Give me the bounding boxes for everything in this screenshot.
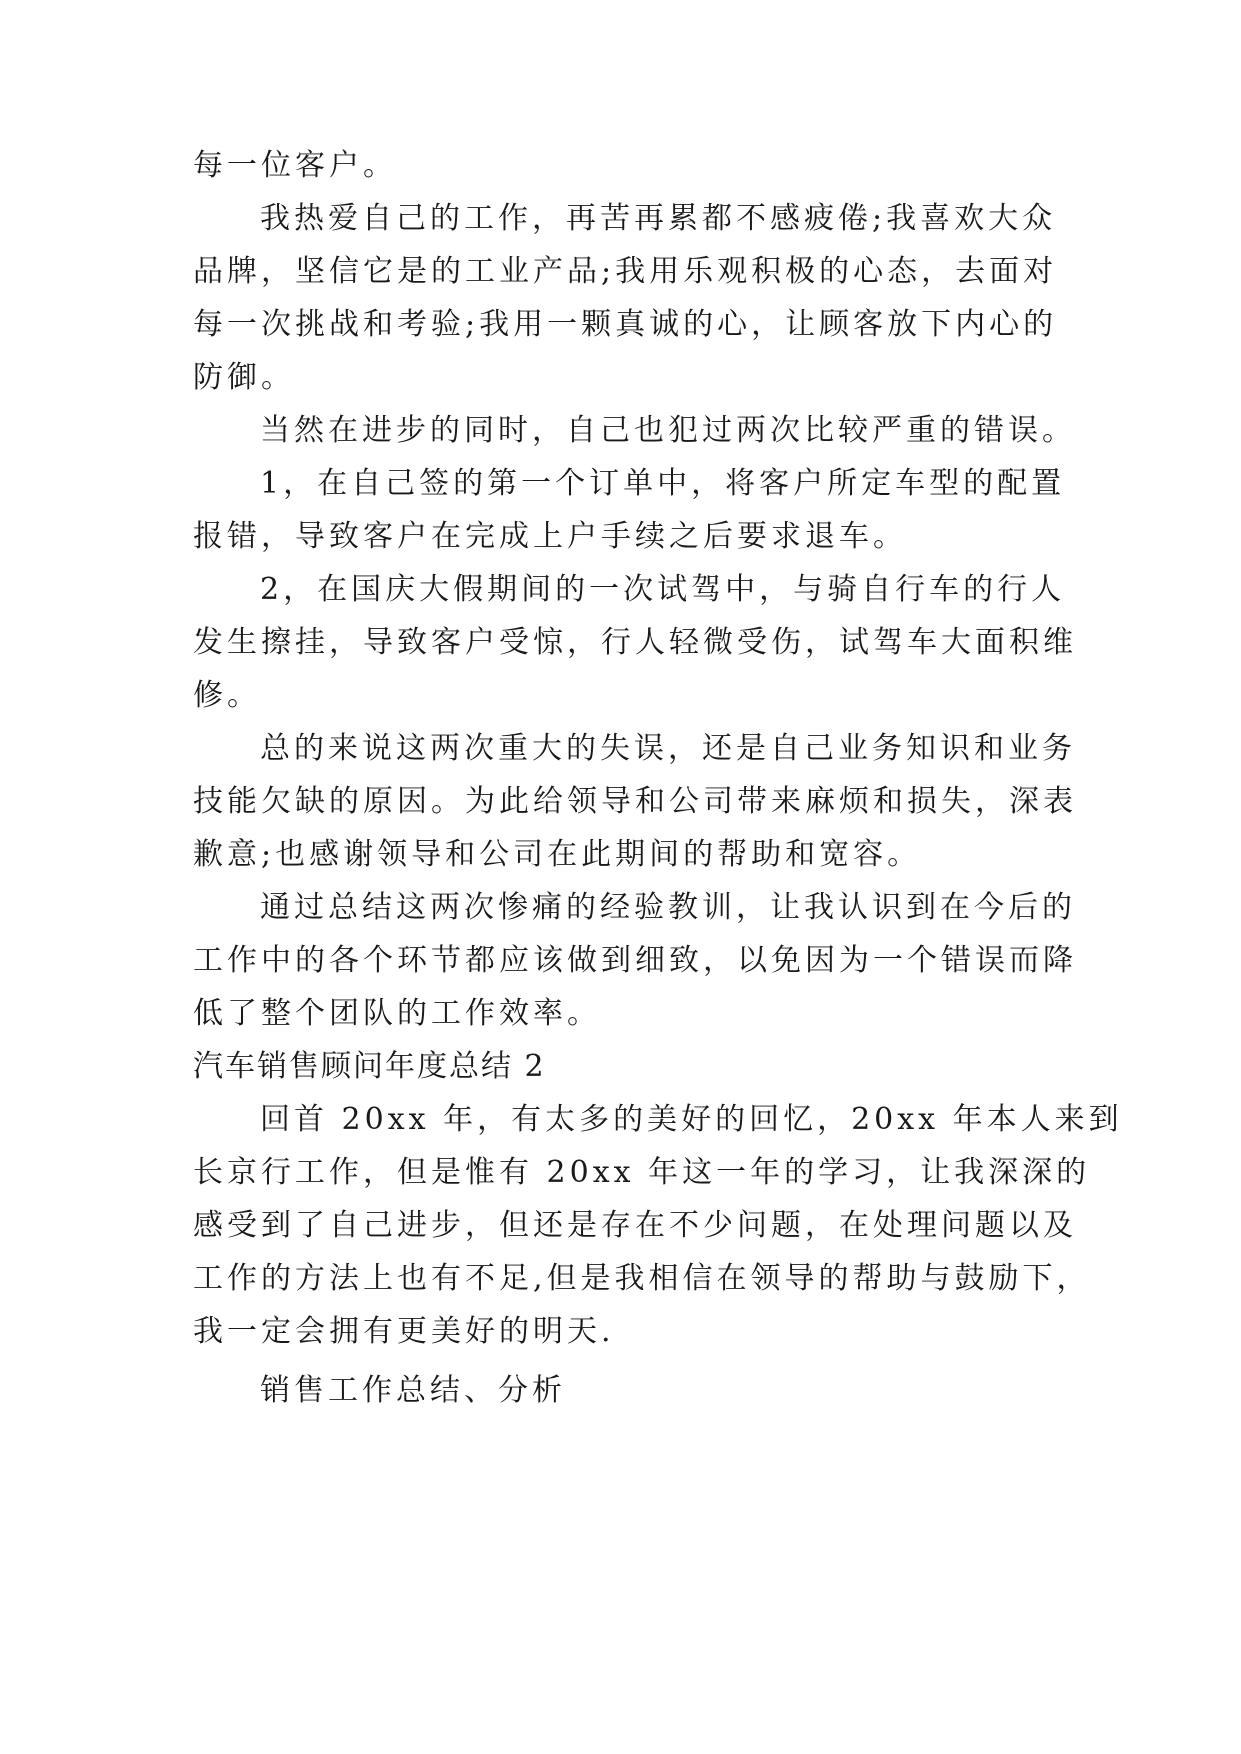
paragraph-start: 回首 20xx 年，有太多的美好的回忆，20xx 年本人来到	[260, 1102, 1123, 1137]
text-line: 防御。	[193, 360, 295, 395]
paragraph-start: 总的来说这两次重大的失误，还是自己业务知识和业务	[260, 731, 1076, 766]
text-line: 每一位客户。	[193, 148, 397, 183]
text-line: 工作的方法上也有不足,但是我相信在领导的帮助与鼓励下，	[193, 1261, 1091, 1296]
text-line: 每一次挑战和考验;我用一颗真诚的心，让顾客放下内心的	[193, 307, 1058, 342]
text-line: 发生擦挂，导致客户受惊，行人轻微受伤，试驾车大面积维	[193, 625, 1077, 660]
text-line: 歉意;也感谢领导和公司在此期间的帮助和宽容。	[193, 837, 922, 872]
list-item-2: 2，在国庆大假期间的一次试驾中，与骑自行车的行人	[260, 572, 1066, 607]
paragraph-start: 我热爱自己的工作，再苦再累都不感疲倦;我喜欢大众	[260, 201, 1057, 236]
list-item-1: 1，在自己签的第一个订单中，将客户所定车型的配置	[260, 466, 1066, 501]
text-line: 工作中的各个环节都应该做到细致，以免因为一个错误而降	[193, 943, 1077, 978]
text-line: 报错，导致客户在完成上户手续之后要求退车。	[193, 519, 907, 554]
section-heading: 汽车销售顾问年度总结 2	[193, 1049, 546, 1084]
text-line: 技能欠缺的原因。为此给领导和公司带来麻烦和损失，深表	[193, 784, 1077, 819]
subsection-heading: 销售工作总结、分析	[260, 1373, 566, 1408]
text-line: 低了整个团队的工作效率。	[193, 996, 601, 1031]
text-line: 我一定会拥有更美好的明天.	[193, 1314, 615, 1349]
paragraph-start: 当然在进步的同时，自己也犯过两次比较严重的错误。	[260, 413, 1076, 448]
text-line: 感受到了自己进步，但还是存在不少问题，在处理问题以及	[193, 1208, 1077, 1243]
text-line: 修。	[193, 678, 261, 713]
paragraph-start: 通过总结这两次惨痛的经验教训，让我认识到在今后的	[260, 890, 1076, 925]
text-line: 长京行工作，但是惟有 20xx 年这一年的学习，让我深深的	[193, 1155, 1091, 1190]
text-line: 品牌，坚信它是的工业产品;我用乐观积极的心态，去面对	[193, 254, 1058, 289]
